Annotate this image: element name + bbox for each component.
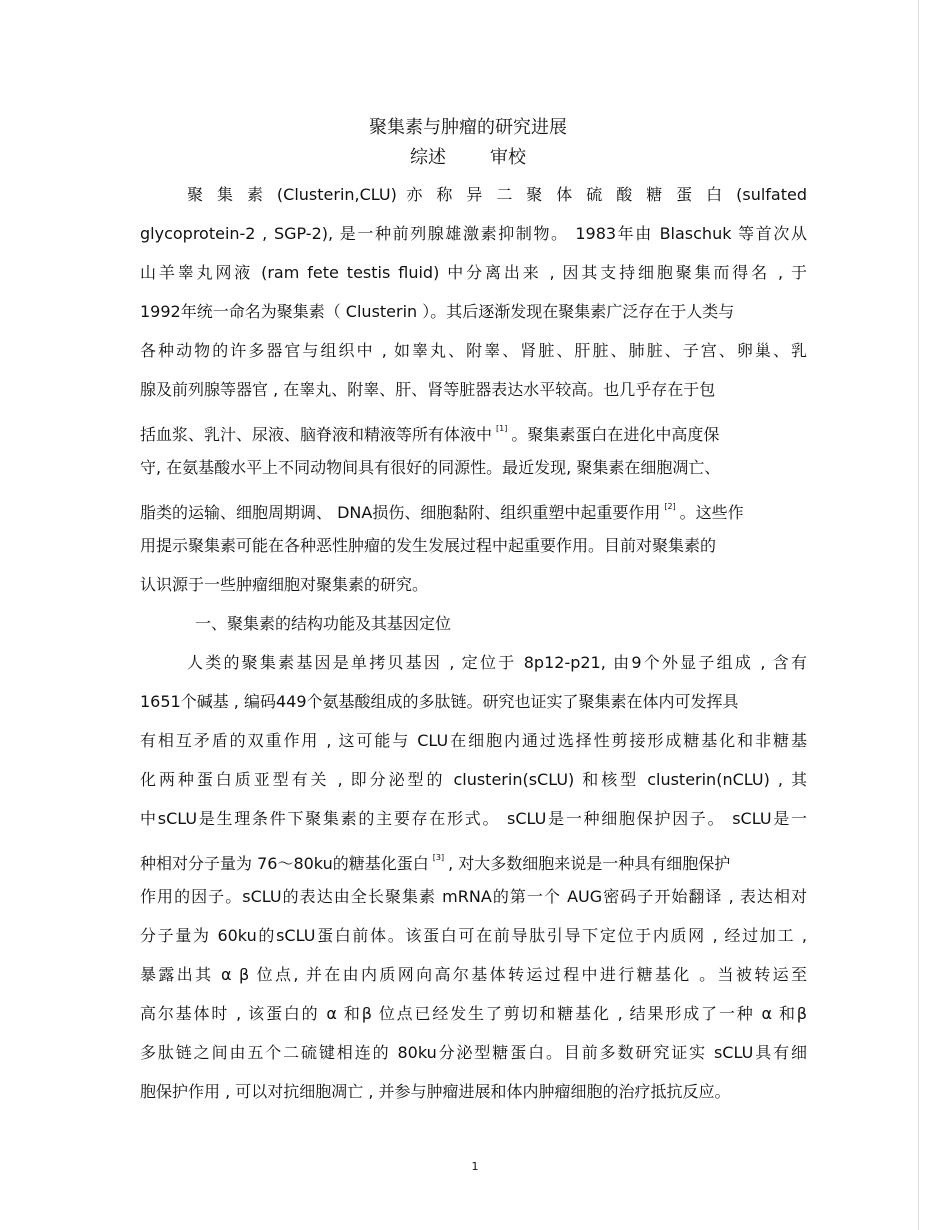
citation-ref: [1] [496,424,508,433]
paragraph-line: 守, 在氨基酸水平上不同动物间具有很好的同源性。最近发现, 聚集素在细胞凋亡、 [140,458,721,477]
paragraph-line: 用提示聚集素可能在各种恶性肿瘤的发生发展过程中起重要作用。目前对聚集素的 [140,536,717,555]
paragraph-line: 1992年统一命名为聚集素（ Clusterin ）。其后逐渐发现在聚集素广泛存在于人类与 [140,302,735,321]
paragraph-line: 人类的聚集素基因是单拷贝基因 , 定位于 8p12-p21, 由9个外显子组成 , 含有 [187,653,807,672]
role-proofread: 审校 [490,147,526,168]
line-text: 脂类的运输、细胞周期调、 DNA损伤、细胞黏附、组织重塑中起重要作用 [140,503,661,522]
paragraph-line: 暴露出其 α β 位点, 并在由内质网向高尔基体转运过程中进行糖基化 。当被转运至 [140,965,807,984]
paragraph-line: 化两种蛋白质亚型有关 , 即分泌型的 clusterin(sCLU) 和核型 clusterin(nCLU) , 其 [140,770,807,789]
line-text: , 对大多数细胞来说是一种具有细胞保护 [448,854,731,873]
line-text: 括血浆、乳汁、尿液、脑脊液和精液等所有体液中 [140,425,493,444]
paragraph-line: glycoprotein-2 , SGP-2), 是一种前列腺雄激素抑制物。 1983年由 Blaschuk 等首次从 [140,224,807,243]
citation-ref: [3] [432,853,445,862]
section-heading: 一、聚集素的结构功能及其基因定位 [195,614,452,633]
citation-ref: [2] [664,502,676,511]
paragraph-line: 聚 集 素 (Clusterin,CLU) 亦 称 异 二 聚 体 硫 酸 糖 蛋 白 (sulfated [187,185,807,204]
paragraph-line: 有相互矛盾的双重作用 , 这可能与 CLU在细胞内通过选择性剪接形成糖基化和非糖基 [140,731,807,750]
role-review: 综述 [410,147,446,168]
paragraph-line [140,497,744,523]
paragraph-line [140,419,719,445]
paragraph-line: 作用的因子。sCLU的表达由全长聚集素 mRNA的第一个 AUG密码子开始翻译 , 表达相对 [140,887,807,906]
page-edge-divider [918,0,919,1230]
line-text: 。这些作 [679,503,744,522]
paragraph-line: 山羊睾丸网液 (ram fete testis fluid) 中分离出来 , 因其支持细胞聚集而得名 , 于 [140,263,807,282]
paragraph-line: 分子量为 60ku的sCLU蛋白前体。该蛋白可在前导肽引导下定位于内质网 , 经过加工 , [140,926,807,945]
paragraph-line: 认识源于一些肿瘤细胞对聚集素的研究。 [140,575,429,594]
line-text: 。聚集素蛋白在进化中高度保 [511,425,720,444]
paragraph-line: 胞保护作用 , 可以对抗细胞凋亡 , 并参与肿瘤进展和体内肿瘤细胞的治疗抵抗反应。 [140,1082,731,1101]
paragraph-line: 腺及前列腺等器官 , 在睾丸、附睾、肝、肾等脏器表达水平较高。也几乎存在于包 [140,380,716,399]
paragraph-line [140,848,730,874]
line-text: 种相对分子量为 76～80ku的糖基化蛋白 [140,854,429,873]
paragraph-line: 1651个碱基 , 编码449个氨基酸组成的多肽链。研究也证实了聚集素在体内可发挥具 [140,692,739,711]
paragraph-line: 多肽链之间由五个二硫键相连的 80ku分泌型糖蛋白。目前多数研究证实 sCLU具有细 [140,1043,807,1062]
paragraph-line: 中sCLU是生理条件下聚集素的主要存在形式。 sCLU是一种细胞保护因子。 sCLU是一 [140,809,807,828]
paragraph-line: 高尔基体时 , 该蛋白的 α 和β 位点已经发生了剪切和糖基化 , 结果形成了一种 α 和β [140,1004,807,1023]
document-title: 聚集素与肿瘤的研究进展 [369,117,567,138]
paragraph-line: 各种动物的许多器官与组织中 , 如睾丸、附睾、肾脏、肝脏、肺脏、子宫、卵巢、乳 [140,341,807,360]
page-number: 1 [471,1160,479,1173]
author-role-line [0,147,936,169]
